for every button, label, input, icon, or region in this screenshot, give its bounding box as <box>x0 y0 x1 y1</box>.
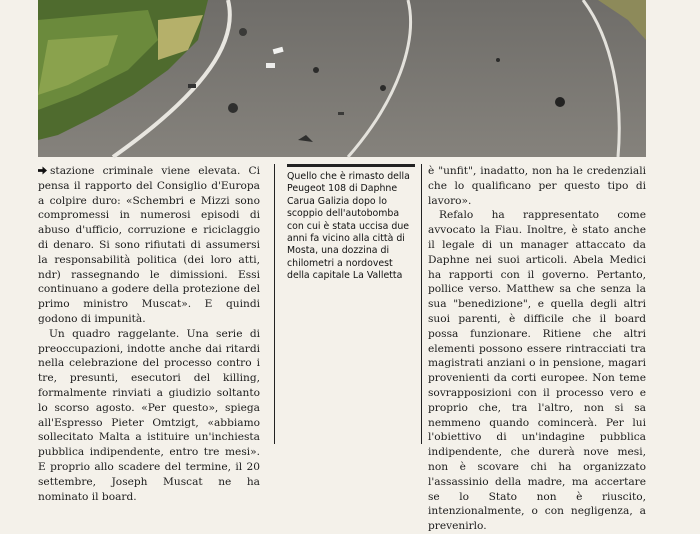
article-column-left <box>38 164 260 504</box>
paragraph-text: stazione criminale viene elevata. Ci pensa il rapporto del Consiglio d'Europa a colpire duro: «Schembri e Mizzi sono compromessi in numerosi episodi di abuso d'ufficio, corruzione e riciclaggio di denaro. Si sono rifiutati di assumersi la responsabilità politica (dei loro atti, ndr) rassegnando le dimissioni. Essi continuano a godere della protezione del primo ministro Muscat». E quindi godono di impunità. <box>38 165 260 325</box>
column-divider <box>421 164 422 444</box>
paragraph: è "unfit", inadatto, non ha le credenziali che lo qualificano per questo tipo di lavoro». <box>428 165 646 207</box>
caption-rule <box>287 164 415 167</box>
road-scene-illustration <box>38 0 646 157</box>
photo-caption: Quello che è rimasto della Peugeot 108 di Daphne Carua Galizia dopo lo scoppio dell'autobomba con cui è stata uccisa due anni fa vicino alla città di Mosta, una dozzina di chilometri a nordovest della capitale La Valletta <box>287 171 410 282</box>
paragraph: Refalo ha rappresentato come avvocato la Fiau. Inoltre, è stato anche il legale di un manager attaccato da Daphne nei suoi articoli. Abela Medici ha rapporti con il governo. Pertanto, pollice verso. Matthew sa che senza la sua "benedizione", e quella degli altri suoi parenti, è difficile che il board possa funzionare. Ritiene che altri elementi possono essere rintracciati tra magistrati anziani o in pensione, magari provenienti da corti europee. Non teme sovrapposizioni con il processo vero e proprio che, tra l'altro, non si sa nemmeno quando comincerà. Per lui l'obiettivo di un'indagine pubblica indipendente, che durerà nove mesi, non è scovare chi ha organizzato l'assassinio della madre, ma accertare se lo Stato non è riuscito, intenzionalmente, o con negligenza, a prevenirlo. <box>428 209 646 533</box>
arrow-right-icon <box>38 166 47 175</box>
column-divider <box>274 164 275 444</box>
paragraph: Un quadro raggelante. Una serie di preoccupazioni, indotte anche dai ritardi nella celebrazione del processo contro i tre, presunti, esecutori del killing, formalmente rinviati a giudizio soltanto lo scorso agosto. «Per questo», spiega all'Espresso Pieter Omtzigt, «abbiamo sollecitato Malta a istituire un'inchiesta pubblica indipendente, entro tre mesi». E proprio allo scadere del termine, il 20 settembre, Joseph Muscat ne ha nominato il board. <box>38 327 260 503</box>
road-debris-photo <box>38 0 646 157</box>
article-column-right <box>428 164 646 534</box>
paragraph <box>38 164 260 327</box>
